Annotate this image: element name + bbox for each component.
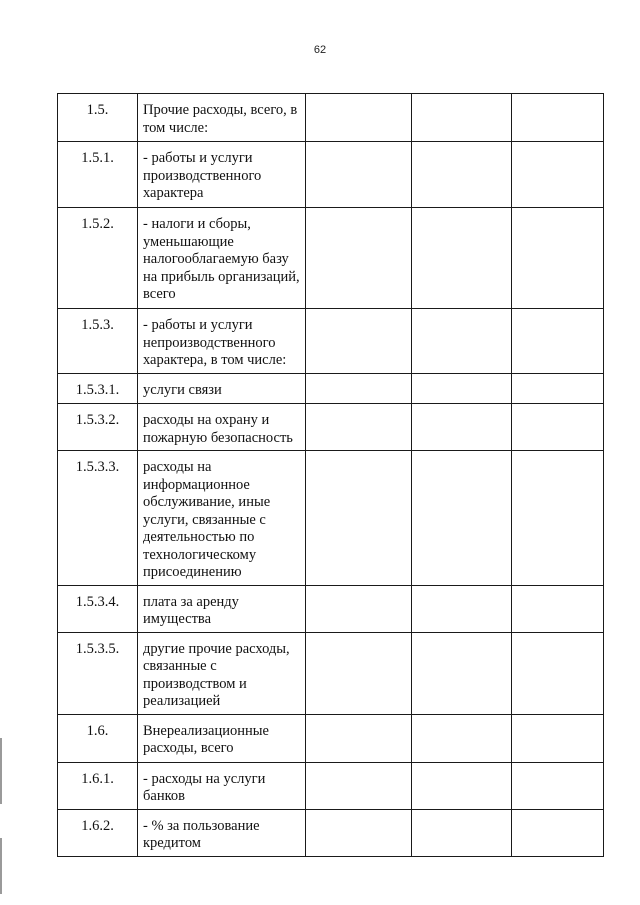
value-cell bbox=[412, 404, 512, 451]
row-number: 1.6.2. bbox=[58, 809, 138, 856]
value-cell bbox=[306, 94, 412, 142]
row-description: услуги связи bbox=[138, 374, 306, 404]
table-row bbox=[58, 309, 604, 374]
expense-table bbox=[57, 93, 604, 857]
value-cell bbox=[512, 451, 604, 586]
row-number: 1.5.1. bbox=[58, 142, 138, 208]
table-row bbox=[58, 714, 604, 762]
table-row bbox=[58, 404, 604, 451]
row-description: Прочие расходы, всего, в том числе: bbox=[138, 94, 306, 142]
row-number: 1.6. bbox=[58, 714, 138, 762]
value-cell bbox=[306, 309, 412, 374]
value-cell bbox=[512, 374, 604, 404]
value-cell bbox=[512, 404, 604, 451]
value-cell bbox=[512, 142, 604, 208]
value-cell bbox=[412, 208, 512, 309]
row-description: - расходы на услуги банков bbox=[138, 762, 306, 809]
row-description: - работы и услуги производственного характера bbox=[138, 142, 306, 208]
value-cell bbox=[412, 714, 512, 762]
value-cell bbox=[512, 809, 604, 856]
value-cell bbox=[306, 762, 412, 809]
row-description: Внереализационные расходы, всего bbox=[138, 714, 306, 762]
value-cell bbox=[412, 309, 512, 374]
row-description: - % за пользование кредитом bbox=[138, 809, 306, 856]
table-row bbox=[58, 585, 604, 632]
value-cell bbox=[412, 762, 512, 809]
row-description: расходы на информационное обслуживание, иные услуги, связанные с деятельностью по технологическому присоединению bbox=[138, 451, 306, 586]
row-description: другие прочие расходы, связанные с производством и реализацией bbox=[138, 632, 306, 714]
value-cell bbox=[306, 714, 412, 762]
value-cell bbox=[306, 208, 412, 309]
value-cell bbox=[412, 142, 512, 208]
value-cell bbox=[306, 404, 412, 451]
scan-edge-mark bbox=[0, 838, 2, 894]
value-cell bbox=[512, 585, 604, 632]
row-number: 1.5.3.2. bbox=[58, 404, 138, 451]
row-number: 1.5. bbox=[58, 94, 138, 142]
row-number: 1.5.3. bbox=[58, 309, 138, 374]
value-cell bbox=[512, 208, 604, 309]
value-cell bbox=[412, 374, 512, 404]
row-description: плата за аренду имущества bbox=[138, 585, 306, 632]
table-row bbox=[58, 142, 604, 208]
row-number: 1.5.3.4. bbox=[58, 585, 138, 632]
scan-edge-mark bbox=[0, 738, 2, 804]
value-cell bbox=[306, 451, 412, 586]
page-number: 62 bbox=[313, 44, 327, 56]
row-description: расходы на охрану и пожарную безопасность bbox=[138, 404, 306, 451]
value-cell bbox=[412, 585, 512, 632]
table-row bbox=[58, 762, 604, 809]
value-cell bbox=[412, 94, 512, 142]
table-row bbox=[58, 208, 604, 309]
table-row bbox=[58, 809, 604, 856]
value-cell bbox=[306, 374, 412, 404]
value-cell bbox=[412, 632, 512, 714]
value-cell bbox=[512, 714, 604, 762]
value-cell bbox=[306, 585, 412, 632]
value-cell bbox=[512, 309, 604, 374]
value-cell bbox=[412, 809, 512, 856]
table-row bbox=[58, 374, 604, 404]
table-row bbox=[58, 632, 604, 714]
row-description: - работы и услуги непроизводственного характера, в том числе: bbox=[138, 309, 306, 374]
row-number: 1.5.3.5. bbox=[58, 632, 138, 714]
row-number: 1.5.3.1. bbox=[58, 374, 138, 404]
value-cell bbox=[412, 451, 512, 586]
row-number: 1.5.2. bbox=[58, 208, 138, 309]
value-cell bbox=[512, 94, 604, 142]
value-cell bbox=[306, 632, 412, 714]
value-cell bbox=[512, 632, 604, 714]
row-number: 1.6.1. bbox=[58, 762, 138, 809]
row-description: - налоги и сборы, уменьшающие налогооблагаемую базу на прибыль организаций, всего bbox=[138, 208, 306, 309]
value-cell bbox=[512, 762, 604, 809]
table-row bbox=[58, 94, 604, 142]
row-number: 1.5.3.3. bbox=[58, 451, 138, 586]
table-row bbox=[58, 451, 604, 586]
value-cell bbox=[306, 809, 412, 856]
value-cell bbox=[306, 142, 412, 208]
